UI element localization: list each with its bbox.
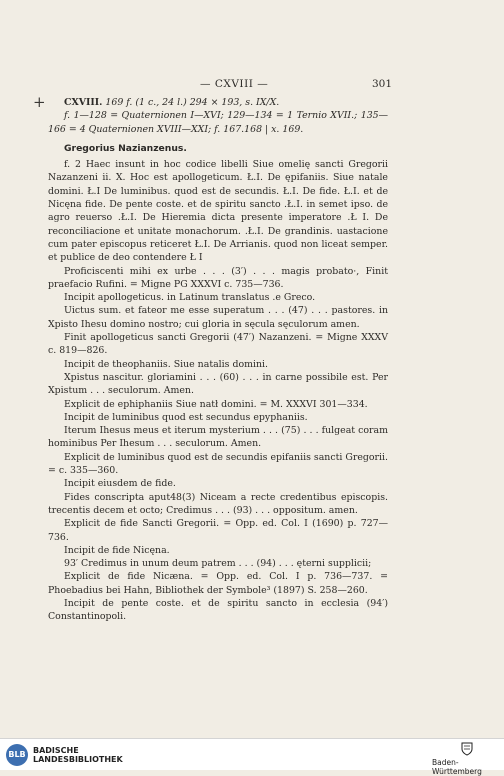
entry-paragraph: Uictus sum. et fateor me esse superatum . . . (47) . . . pastores. in Xpisto Ihesu domino nostro; cui gloria in sęcula sęculorum amen. <box>48 305 388 330</box>
codex-physical: 169 f. (1 c., 24 l.) 294 × 193, s. IX/X. <box>102 97 280 108</box>
entry-paragraph: Explicit de fide Sancti Gregorii. = Opp. ed. Col. I (1690) p. 727—736. <box>48 518 388 543</box>
state-name: Baden-Württemberg <box>432 758 482 776</box>
entry-paragraph: Fides conscripta aput48(3) Niceam a recte credentibus episcopis. trecentis decem et octo; Credimus . . . (93) . . . oppositum. amen. <box>48 491 388 516</box>
entry-paragraph: Finit apollogeticus sancti Gregorii (47′) Nazanzeni. = Migne XXXV c. 819—826. <box>48 332 388 357</box>
running-head: — CXVIII — <box>200 78 269 90</box>
coat-of-arms-icon <box>459 741 475 757</box>
entry-paragraph: Explicit de ephiphaniis Siue natł domini. = M. XXXVI 301—334. <box>64 398 368 410</box>
entry-paragraph: Incipit apollogeticus. in Latinum translatus .e Greco. <box>64 292 316 304</box>
blb-logo-icon[interactable]: BLB <box>6 744 28 766</box>
institution-line-2: LANDESBIBLIOTHEK <box>33 755 123 764</box>
institution-line-1: BADISCHE <box>33 746 79 755</box>
entry-paragraph: Xpistus nascitur. gloriamini . . . (60) . . . in carne possibile est. Per Xpistum . . . seculorum. Amen. <box>48 371 388 397</box>
contents-paragraph: f. 2 Haec insunt in hoc codice libelli Siue omelię sancti Gregorii Nazanzeni ii. X. Hoc est apollogeticum. Ł.I. De ępifaniis. Siue natale domini. Ł.I De luminibus. quod est de secundis. Ł.I. De fide. Ł.I. et de Nicęna fide. De pente coste. et de spiritu sancto .Ł.I. in semet ipso. de agro reuerso .Ł.I. De Hieremia dicta presente imperatore .Ł I. De reconciliacione et unitate monachorum. .Ł.I. De grandinis. uastacione cum pater episcopus reticeret Ł.I. De Arrianis. quod non liceat semper. et publice de deo contendere Ł I <box>48 159 388 264</box>
entry-paragraph: Incipit de luminibus quod est secundus epyphaniis. <box>64 411 308 423</box>
entry-paragraph: Explicit de luminibus quod est de secundis epifaniis sancti Gregorii. = c. 335—360. <box>48 451 388 477</box>
margin-plus-mark: + <box>33 93 46 111</box>
manuscript-description <box>48 96 388 624</box>
viewer-footer <box>0 738 504 776</box>
entry-paragraph: Iterum Ihesus meus et iterum mysterium . . . (75) . . . fulgeat coram hominibus Per Ihesum . . . seculorum. Amen. <box>48 425 388 450</box>
entry-paragraph: Incipit de pente coste. et de spiritu sancto in ecclesia (94′) Constantinopoli. <box>48 597 388 623</box>
author-heading: Gregorius Nazianzenus. <box>64 142 187 154</box>
codex-number: CXVIII. <box>64 97 103 108</box>
page-number: 301 <box>372 78 393 90</box>
page-header <box>0 78 504 92</box>
codex-entry <box>48 96 388 109</box>
institution-name[interactable] <box>33 746 123 764</box>
entry-paragraph: Explicit de fide Nicæna. = Opp. ed. Col. I p. 736—737. = Phoebadius bei Hahn, Bibliothek der Symbole³ (1897) S. 258—260. <box>48 571 388 596</box>
entry-paragraph: Incipit de fide Nicęna. <box>64 544 170 556</box>
entry-paragraph: Incipit de theophaniis. Siue natalis domini. <box>64 358 269 370</box>
entry-paragraph: Incipit eiusdem de fide. <box>64 478 176 490</box>
entry-paragraph: Proficiscenti mihi ex urbe . . . (3′) . . . magis probato·, Finit praefacio Rufini. = Migne PG XXXVI c. 735—736. <box>48 265 388 290</box>
entry-paragraph: 93′ Credimus in unum deum patrem . . . (94) . . . ęterni supplicii; <box>64 558 372 570</box>
quire-structure: f. 1—128 = Quaternionen I—XVI; 129—134 = 1 Ternio XVII.; 135—166 = 4 Quaternionen XVIII—XXI; f. 167.168 | x. 169. <box>48 110 388 135</box>
